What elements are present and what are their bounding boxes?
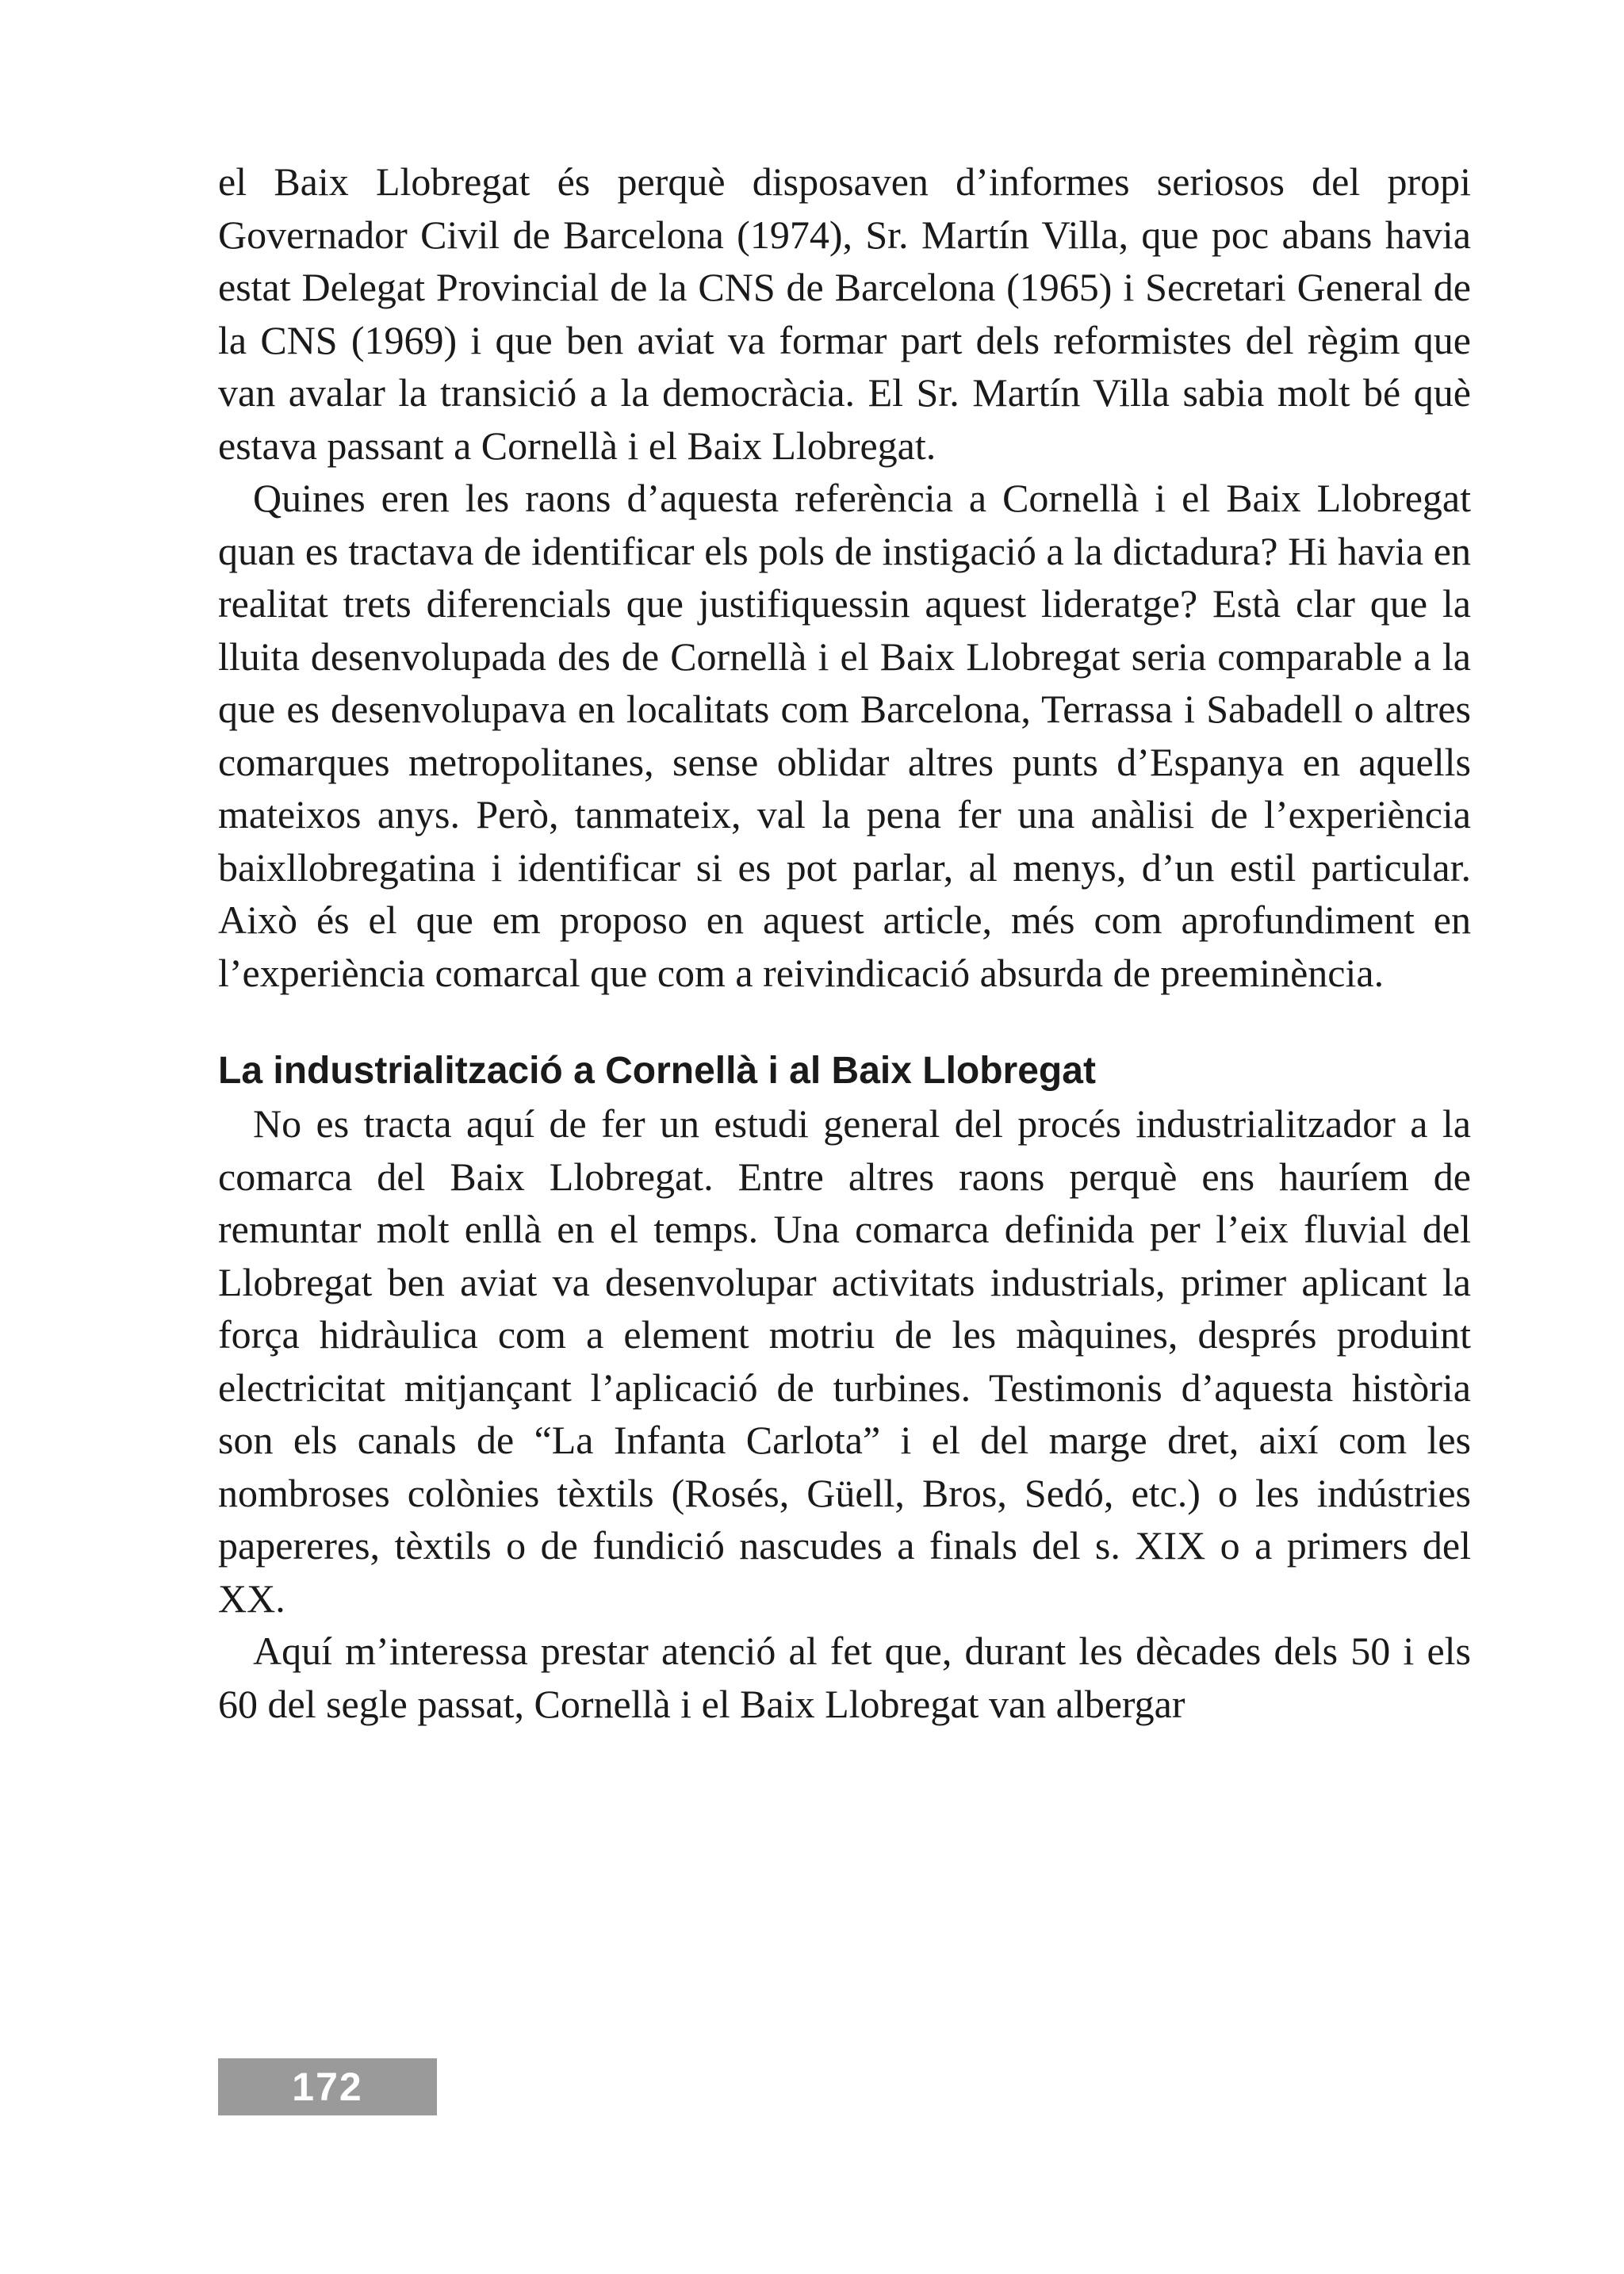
paragraph: Quines eren les raons d’aquesta referència a Cornellà i el Baix Llobregat quan es tractava de identificar els pols de instigació a la dictadura? Hi havia en realitat trets diferencials que justifiquessin aquest lideratge? Està clar que la lluita desenvolupada des de Cornellà i el Baix Llobregat seria comparable a la que es desenvolupava en localitats com Barcelona, Terrassa i Sabadell o altres comarques metropolitanes, sense oblidar altres punts d’Espanya en aquells mateixos anys. Però, tanmateix, val la pena fer una anàlisi de l’experiència baixllobregatina i identificar si es pot parlar, al menys, d’un estil particular. Això és el que em proposo en aquest article, més com aprofundiment en l’experiència comarcal que com a reivindicació absurda de preeminència.: [218, 476, 1471, 995]
paragraph-continuation: el Baix Llobregat és perquè disposaven d’informes seriosos del propi Governador Civil de Barcelona (1974), Sr. Martín Villa, que poc abans havia estat Delegat Provincial de la CNS de Barcelona (1965) i Secretari General de la CNS (1969) i que ben aviat va formar part dels reformistes del règim que van avalar la transició a la democràcia. El Sr. Martín Villa sabia molt bé què estava passant a Cornellà i el Baix Llobregat.: [218, 159, 1471, 468]
paragraph: No es tracta aquí de fer un estudi general del procés industrialitzador a la comarca del Baix Llobregat. Entre altres raons perquè ens hauríem de remuntar molt enllà en el temps. Una comarca definida per l’eix fluvial del Llobregat ben aviat va desenvolupar activitats industrials, primer aplicant la força hidràulica com a element motriu de les màquines, després produint electricitat mitjançant l’aplicació de turbines. Testimonis d’aquesta història son els canals de “La Infanta Carlota” i el del marge dret, així com les nombroses colònies tèxtils (Rosés, Güell, Bros, Sedó, etc.) o les indústries papereres, tèxtils o de fundició nascudes a finals del s. XIX o a primers del XX.: [218, 1101, 1471, 1621]
paragraph: Aquí m’interessa prestar atenció al fet que, durant les dècades dels 50 i els 60 del segle passat, Cornellà i el Baix Llobregat van albergar: [218, 1629, 1471, 1726]
page-number: 172: [292, 2065, 363, 2109]
section-heading: La industrialització a Cornellà i al Baix Llobregat: [218, 1050, 1096, 1092]
page-body: [218, 155, 1471, 1730]
page-number-box: [218, 2058, 437, 2115]
